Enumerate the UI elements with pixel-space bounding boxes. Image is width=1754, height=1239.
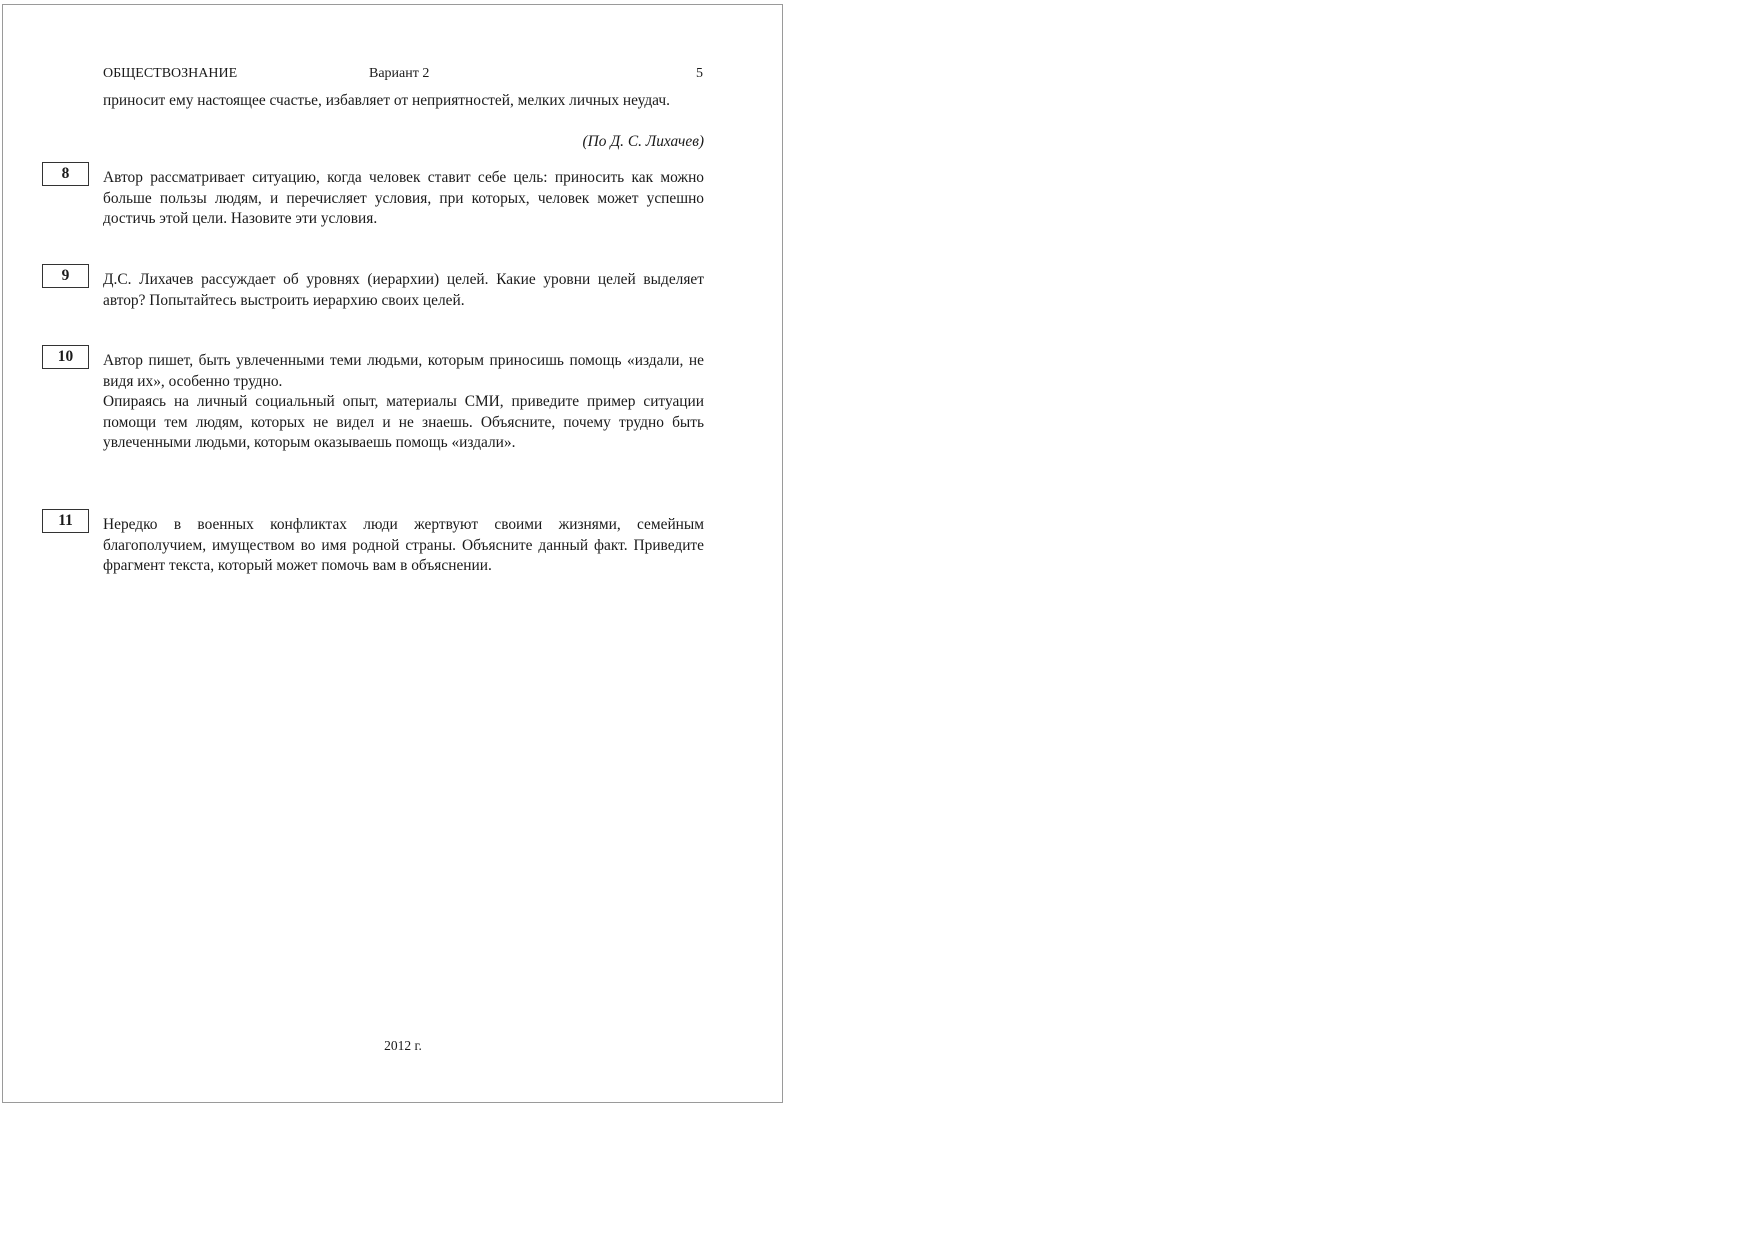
task-text [103,351,704,454]
page-footer: 2012 г. [384,1038,422,1053]
task-text [103,270,704,311]
task-paragraph: Автор пишет, быть увлеченными теми людьми, которым приносишь помощь «издали, не видя их», особенно трудно. [103,352,704,390]
intro-text [103,91,704,112]
intro-paragraph: приносит ему настоящее счастье, избавляет от неприятностей, мелких личных неудач. [103,92,670,109]
task-number-box: 10 [42,345,89,369]
task-number-box: 9 [42,264,89,288]
task-number-box: 8 [42,162,89,186]
document-page [2,4,783,1103]
citation: (По Д. С. Лихачев) [582,133,704,150]
task-text [103,168,704,230]
page-header [103,66,703,86]
task-paragraph: Д.С. Лихачев рассуждает об уровнях (иерархии) целей. Какие уровни целей выделяет автор? Попытайтесь выстроить иерархию своих целей. [103,271,704,309]
task-paragraph: Автор рассматривает ситуацию, когда человек ставит себе цель: приносить как можно больше пользы людям, и перечисляет условия, при которых, человек может успешно достичь этой цели. Назовите эти условия. [103,169,704,228]
page-number: 5 [696,66,703,81]
task-text [103,515,704,577]
variant-label: Вариант 2 [369,66,430,81]
task-paragraph: Нередко в военных конфликтах люди жертвуют своими жизнями, семейным благополучием, имуществом во имя родной страны. Объясните данный факт. Приведите фрагмент текста, который может помочь вам в объяснении. [103,516,704,575]
task-number-box: 11 [42,509,89,533]
subject-title: ОБЩЕСТВОЗНАНИЕ [103,66,238,81]
task-paragraph: Опираясь на личный социальный опыт, материалы СМИ, приведите пример ситуации помощи тем людям, которых не видел и не знаешь. Объясните, почему трудно быть увлеченными людьми, которым оказываешь помощь «издали». [103,393,704,452]
